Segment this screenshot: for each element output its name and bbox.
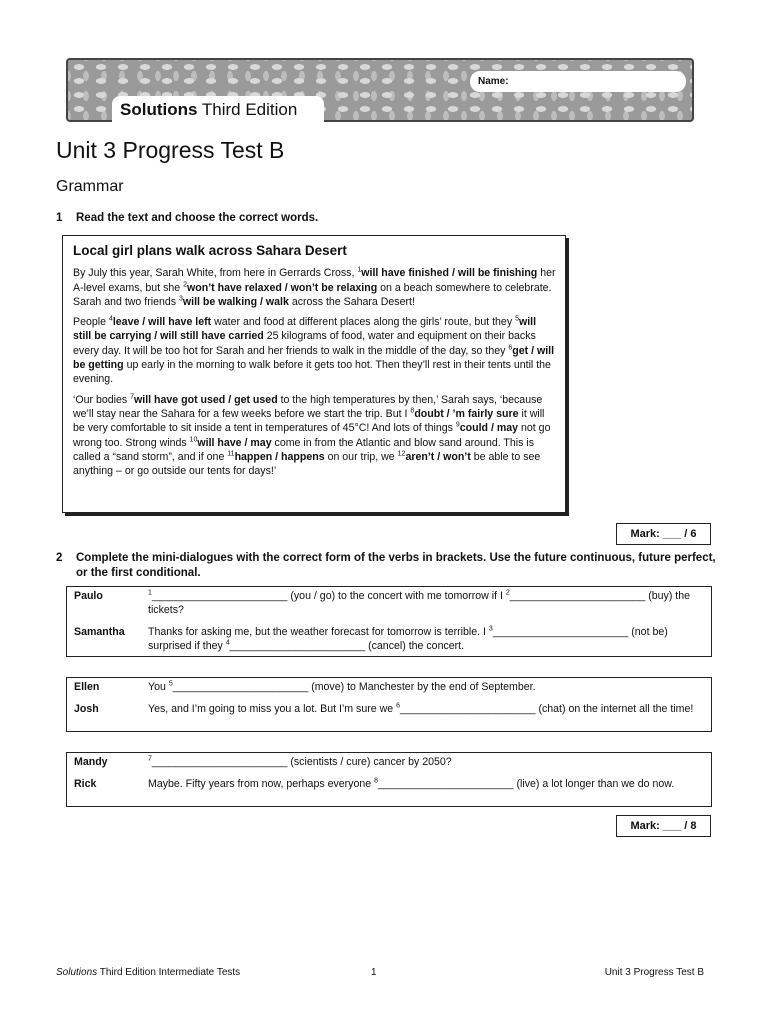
speaker-name: Paulo (74, 590, 103, 602)
story-heading: Local girl plans walk across Sahara Desert (73, 243, 347, 258)
choice-2[interactable]: won’t have relaxed / won’t be relaxing (187, 281, 378, 294)
choice-1[interactable]: will have finished / will be finishing (361, 267, 538, 280)
choice-8[interactable]: doubt / ’m fairly sure (414, 407, 519, 420)
story-box (62, 235, 566, 513)
brand-logo: Solutions Third Edition (112, 96, 324, 122)
dialogue-line: Ellen You $^5$_______________________ (move) to Manchester by the end of September. (74, 680, 536, 693)
section-heading: Grammar (56, 178, 124, 195)
dialogue-box (66, 752, 712, 807)
gap-1[interactable]: _______________________ (you / go) to the concert with me tomorrow if I (151, 590, 506, 602)
page-number: 1 (371, 967, 377, 978)
mark-box-2: Mark: ___ / 8 (616, 815, 711, 837)
speaker-name: Samantha (74, 626, 125, 638)
choice-7[interactable]: will have got used / get used (134, 393, 278, 406)
story-paragraph: ‘Our bodies $^7$will have got used / get used to the high temperatures by then,’ Sarah says, ‘because we’ll stay near the Sahara for a few weeks before we start the trip. But I $^8$doubt / ’m fairly sure it will be very comfortable to sit inside a tent in temperatures of 45°C! And lots of things $^9$could / may not go wrong too. Strong winds $^{10}$will have / may come in from the Atlantic and blow sand around. This is called a “sand storm”, and if one $^{11}$happen / happens on our trip, we $^{12}$aren’t / won’t be able to see anything – or go outside our tents for days!’ (73, 393, 551, 478)
dialogue-box (66, 586, 712, 657)
story-paragraph: People $^4$leave / will have left water and food at different places along the girls’ route, but they $^5$will still be carrying / will still have carried 25 kilograms of food, water and equipment on their backs every day. It will be too hot for Sarah and her friends to walk in the middle of the day, so they $^6$get / will be getting up early in the morning to walk before it gets too hot. Then they’ll rest in their tents until the evening. (73, 315, 555, 386)
footer-left: Solutions Third Edition Intermediate Tests (56, 967, 241, 978)
gap-6[interactable]: _______________________ (chat) on the internet all the time! (400, 703, 694, 715)
story-paragraph: By July this year, Sarah White, from here in Gerrards Cross, $^1$will have finished / will be finishing her A-level exams, but she $^2$won’t have relaxed / won’t be relaxing on a beach somewhere to celebrate. Sarah and two friends $^3$will be walking / walk across the Sahara Desert! (73, 266, 556, 308)
gap-7[interactable]: _______________________ (scientists / cure) cancer by 2050? (151, 756, 452, 768)
dialogue-line: Josh Yes, and I’m going to miss you a lot. But I’m sure we $^6$_______________________ (chat) on the internet all the time! (74, 702, 694, 715)
name-field[interactable] (470, 71, 686, 92)
choice-5[interactable]: will still be carrying / will still have carried (73, 316, 537, 343)
dialogue-box (66, 677, 712, 732)
name-label: Name: (478, 76, 509, 87)
gap-8[interactable]: _______________________ (live) a lot longer than we do now. (378, 778, 675, 790)
footer-right: Unit 3 Progress Test B (604, 967, 704, 978)
mark-box-1: Mark: ___ / 6 (616, 523, 711, 545)
choice-12[interactable]: aren’t / won’t (405, 450, 471, 463)
choice-3[interactable]: will be walking / walk (182, 295, 289, 308)
dialogue-line: Samantha Thanks for asking me, but the weather forecast for tomorrow is terrible. I $^3$_______________________ (not be) surprised if they $^4$_______________________ (cancel) the concert. (74, 625, 668, 652)
gap-4[interactable]: _______________________ (cancel) the concert. (229, 640, 465, 652)
gap-2[interactable]: _______________________ (buy) the tickets? (148, 590, 691, 616)
choice-6[interactable]: get / will be getting (73, 344, 555, 372)
gap-5[interactable]: _______________________ (move) to Manchester by the end of September. (172, 681, 536, 693)
dialogue-line: Mandy $^7$_______________________ (scientists / cure) cancer by 2050? (74, 755, 452, 768)
dialogue-line: Paulo $^1$_______________________ (you / go) to the concert with me tomorrow if I $^2$_______________________ (buy) the tickets? (74, 589, 691, 616)
speaker-name: Rick (74, 778, 97, 790)
choice-10[interactable]: will have / may (197, 436, 272, 449)
dialogue-line: Rick Maybe. Fifty years from now, perhaps everyone $^8$_______________________ (live) a lot longer than we do now. (74, 777, 675, 790)
speaker-name: Josh (74, 703, 99, 715)
speaker-name: Ellen (74, 681, 100, 693)
choice-4[interactable]: leave / will have left (112, 316, 212, 329)
choice-9[interactable]: could / may (459, 422, 519, 435)
gap-3[interactable]: _______________________ (not be) surprised if they (148, 626, 668, 652)
choice-11[interactable]: happen / happens (234, 450, 325, 463)
speaker-name: Mandy (74, 756, 108, 768)
page-title: Unit 3 Progress Test B (56, 137, 285, 163)
